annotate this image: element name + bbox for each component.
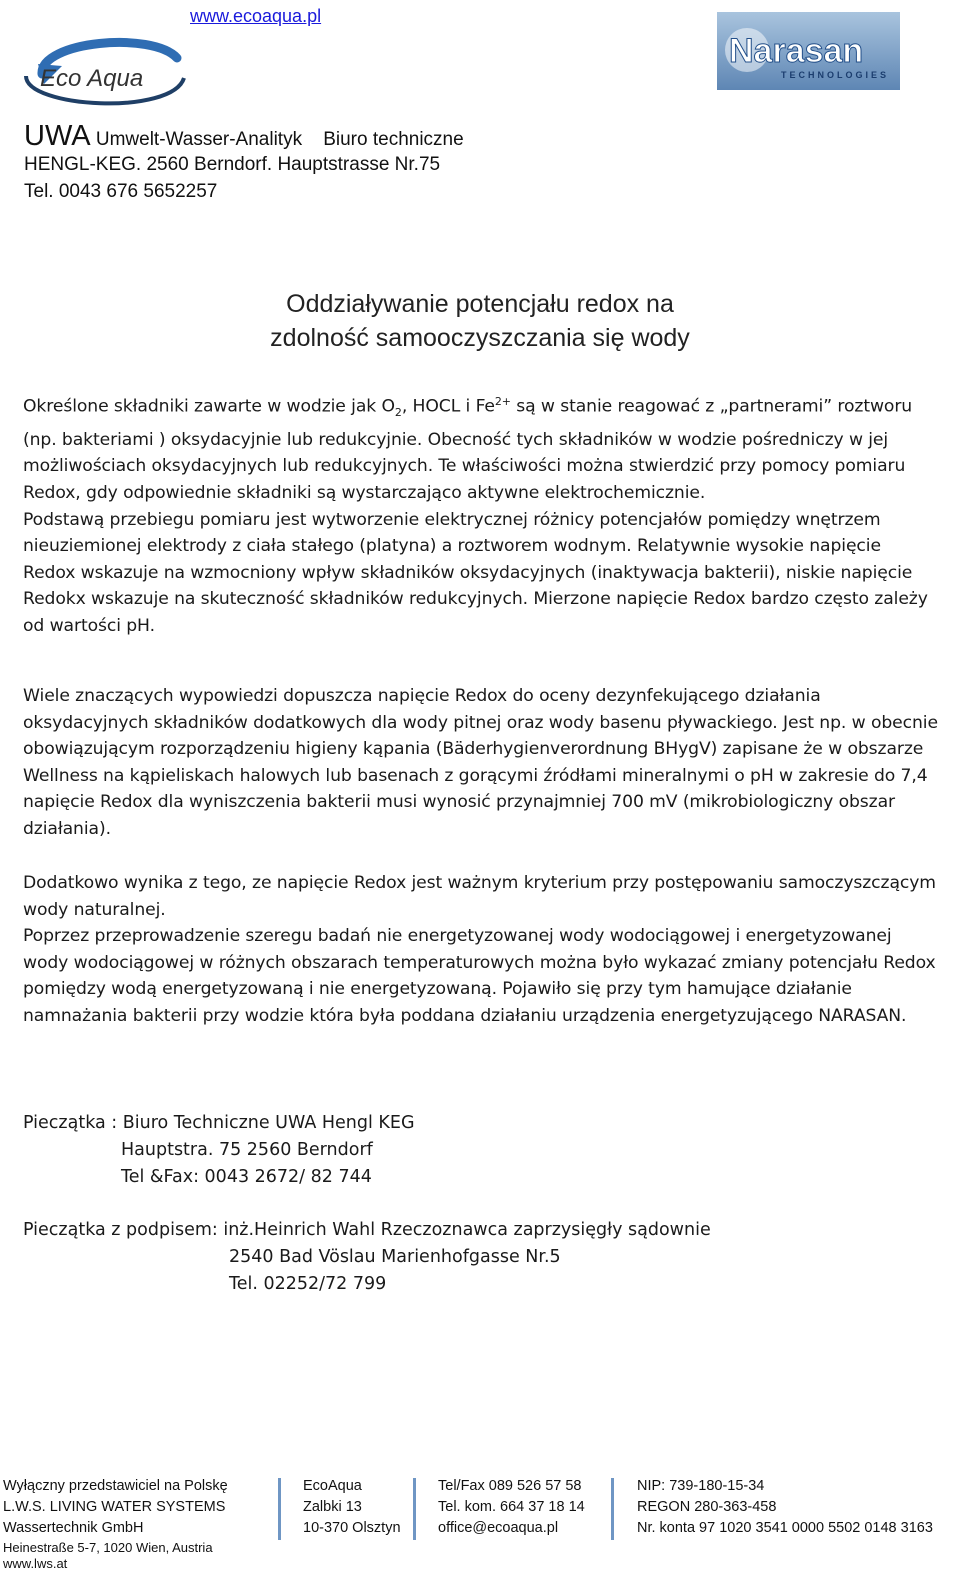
stamp-1-address: Hauptstra. 75 2560 Berndorf	[121, 1140, 373, 1160]
footer-nip: NIP: 739-180-15-34	[637, 1478, 765, 1494]
company-name: Umwelt-Wasser-Analityk	[95, 129, 303, 150]
footer-distributor-address: Heinestraße 5-7, 1020 Wien, Austria	[3, 1540, 213, 1555]
footer-separator-3	[611, 1478, 614, 1540]
paragraph-1: Określone składniki zawarte w wodzie jak $O_2$, HOCL i $Fe^{2+}$ są w stanie reagować z „partnerami” roztworu (np. bakteriami ) oksydacyjnie lub redukcyjnie. Obecność tych składników w wodzie pośredniczy w jej możliwościach oksydacyjnych lub redukcyjnych. Te właściwości można stwierdzić przy pomocy pomiaru Redox, gdy odpowiednie składniki są wystarczająco aktywne elektrochemicznie.	[23, 395, 913, 503]
company-phone: Tel. 0043 676 5652257	[24, 181, 218, 202]
company-line	[24, 120, 464, 153]
footer-office-city: 10-370 Olsztyn	[303, 1520, 401, 1536]
title-line-1: Oddziaływanie potencjału redox na	[286, 290, 674, 318]
stamp-2-label: Pieczątka z podpisem: inż.Heinrich Wahl Rzeczoznawca zaprzysięgły sądownie	[23, 1220, 711, 1240]
stamp-1-label: Pieczątka : Biuro Techniczne UWA Hengl KEG	[23, 1113, 415, 1133]
paragraph-5: Poprzez przeprowadzenie szeregu badań nie energetyzowanej wody wodociągowej i energetyzowanej wody wodociągowej w różnych obszarach temperaturowych można było wykazać zmiany potencjału Redox pomiędzy wodą energetyzowaną i nie energetyzowaną. Pojawiło się przy tym hamujące działanie namnażania bakterii przy wodzie która była poddana działaniu urządzenia energetyzującego NARASAN.	[23, 926, 936, 1026]
uwa-label: UWA	[24, 120, 91, 152]
footer-distributor-line: Wyłączny przedstawiciel na Polskę	[3, 1478, 228, 1494]
body-block-2	[23, 683, 938, 843]
footer-distributor-company: L.W.S. LIVING WATER SYSTEMS	[3, 1499, 226, 1515]
svg-text:Narasan: Narasan	[729, 32, 864, 70]
narasan-logo	[717, 12, 900, 90]
body-block-3	[23, 870, 938, 1030]
footer-account: Nr. konta 97 1020 3541 0000 5502 0148 3163	[637, 1520, 933, 1536]
footer-mobile: Tel. kom. 664 37 18 14	[438, 1499, 585, 1515]
website-link[interactable]: www.ecoaqua.pl	[190, 6, 322, 26]
footer-fax: Tel/Fax 089 526 57 58	[438, 1478, 582, 1494]
bureau-label: Biuro techniczne	[323, 129, 464, 150]
stamp-2-address: 2540 Bad Vöslau Marienhofgasse Nr.5	[229, 1247, 561, 1267]
document-title	[0, 287, 960, 355]
footer-contact	[438, 1476, 585, 1539]
footer-office-name: EcoAqua	[303, 1478, 362, 1494]
company-address: HENGL-KEG. 2560 Berndorf. Hauptstrasse Nr.75	[24, 154, 441, 175]
footer-registration	[637, 1476, 933, 1539]
svg-text:TECHNOLOGIES: TECHNOLOGIES	[781, 70, 890, 80]
body-block-1	[23, 389, 938, 640]
footer-office	[303, 1476, 401, 1539]
paragraph-3: Wiele znaczących wypowiedzi dopuszcza napięcie Redox do oceny dezynfekującego działania oksydacyjnych składników dodatkowych dla wody pitnej oraz wody basenu pływackiego. Jest np. w obecnie obowiązującym rozporządzeniu higieny kąpania (Bäderhygienverordnung BHygV) zapisane że w obszarze Wellness na kąpieliskach halowych lub basenach z gorącymi źródłami mineralnymi o pH w zakresie do 7,4 napięcie Redox dla wyniszczenia bakterii musi wynosić przynajmniej 700 mV (mikrobiologiczny obszar działania).	[23, 686, 938, 839]
footer-email: office@ecoaqua.pl	[438, 1520, 559, 1536]
svg-text:Eco Aqua: Eco Aqua	[40, 65, 144, 92]
footer-office-street: Zalbki 13	[303, 1499, 362, 1515]
stamp-1-phone: Tel &Fax: 0043 2672/ 82 744	[121, 1167, 372, 1187]
footer-separator-2	[413, 1478, 416, 1540]
footer-distributor-company-2: Wassertechnik GmbH	[3, 1520, 144, 1536]
footer-distributor	[3, 1476, 228, 1572]
footer-regon: REGON 280-363-458	[637, 1499, 777, 1515]
title-line-2: zdolność samooczyszczania się wody	[270, 324, 690, 352]
footer-distributor-website: www.lws.at	[3, 1556, 68, 1571]
footer-separator-1	[278, 1478, 281, 1540]
paragraph-2: Podstawą przebiegu pomiaru jest wytworzenie elektrycznej różnicy potencjałów pomiędzy wnętrzem nieuziemionej elektrody z ciała stałego (platyna) a roztworem wodnym. Relatywnie wysokie napięcie Redox wskazuje na wzmocniony wpływ składników oksydacyjnych (inaktywacja bakterii), niskie napięcie Redokx wskazuje na skuteczność składników redukcyjnych. Mierzone napięcie Redox bardzo często zależy od wartości pH.	[23, 509, 928, 636]
stamp-2-phone: Tel. 02252/72 799	[229, 1274, 387, 1294]
ecoaqua-logo	[22, 26, 188, 112]
paragraph-4: Dodatkowo wynika z tego, ze napięcie Redox jest ważnym kryterium przy postępowaniu samoczyszczącym wody naturalnej.	[23, 873, 936, 920]
